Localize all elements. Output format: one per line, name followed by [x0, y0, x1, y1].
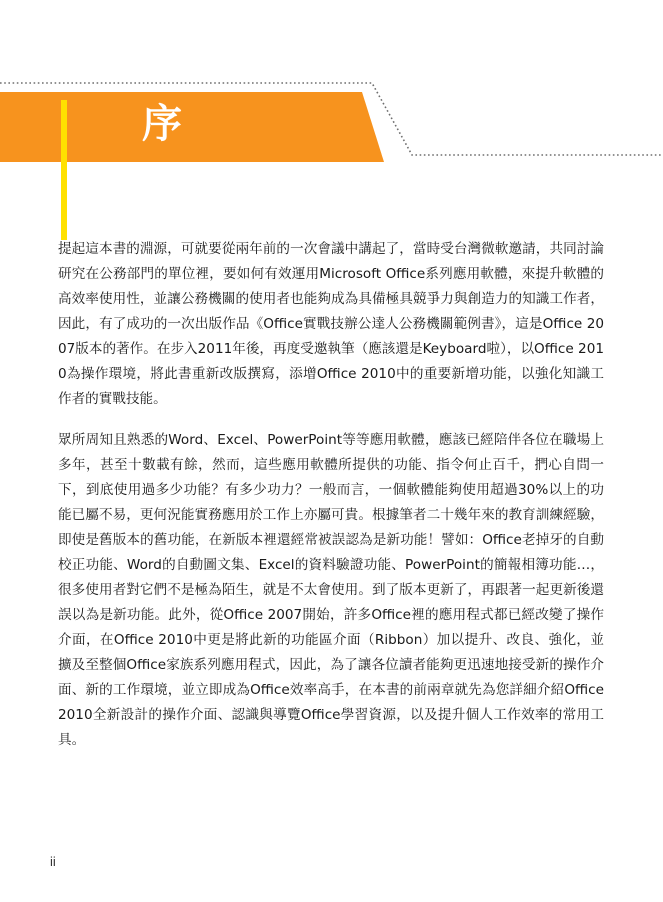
- chapter-title: 序: [142, 101, 184, 147]
- chapter-header-graphic: [0, 0, 663, 240]
- paragraph-1: 提起這本書的淵源，可就要從兩年前的一次會議中講起了，當時受台灣微軟邀請，共同討論研究在公務部門的單位裡，要如何有效運用Microsoft Office系列應用軟體，來提升軟體的高效率使用性，並讓公務機關的使用者也能夠成為具備極具競爭力與創造力的知識工作者，因此，有了成功的一次出版作品《Office實戰技辦公達人公務機關範例書》，這是Office 2007版本的著作。在步入2011年後，再度受邀執筆（應該還是Keyboard啦），以Office 2010為操作環境，將此書重新改版撰寫，添增Office 2010中的重要新增功能，以強化知識工作者的實戰技能。: [58, 241, 604, 407]
- body-text: [58, 237, 604, 753]
- title-banner: [0, 92, 384, 162]
- page-number: ii: [50, 854, 56, 869]
- paragraph-2: 眾所周知且熟悉的Word、Excel、PowerPoint等等應用軟體，應該已經陪伴各位在職場上多年，甚至十數載有餘，然而，這些應用軟體所提供的功能、指令何止百千，捫心自問一下，到底使用過多少功能？有多少功力？一般而言，一個軟體能夠使用超過30%以上的功能已屬不易，更何況能實務應用於工作上亦屬可貴。根據筆者二十幾年來的教育訓練經驗，即使是舊版本的舊功能，在新版本裡還經常被誤認為是新功能！譬如：Office老掉牙的自動校正功能、Word的自動圖文集、Excel的資料驗證功能、PowerPoint的簡報相簿功能…，很多使用者對它們不是極為陌生，就是不太會使用。到了版本更新了，再跟著一起更新後還誤以為是新功能。此外，從Office 2007開始，許多Office裡的應用程式都已經改變了操作介面，在Office 2010中更是將此新的功能區介面（Ribbon）加以提升、改良、強化，並擴及至整個Office家族系列應用程式，因此，為了讓各位讀者能夠更迅速地接受新的操作介面、新的工作環境，並立即成為Office效率高手，在本書的前兩章就先為您詳細介紹Office 2010全新設計的操作介面、認識與導覽Office學習資源，以及提升個人工作效率的常用工具。: [58, 432, 604, 748]
- accent-bar: [61, 100, 67, 240]
